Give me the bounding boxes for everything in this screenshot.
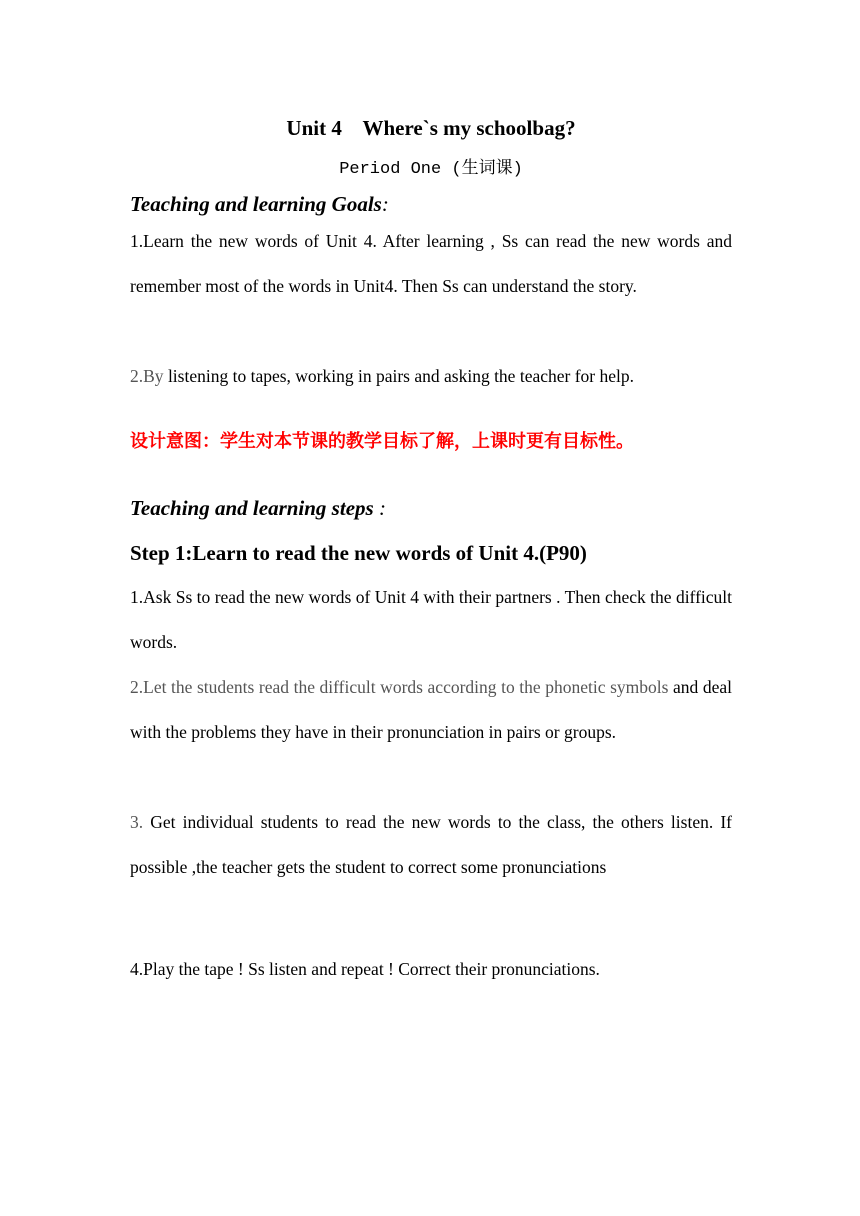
goals-item-2: [130, 354, 732, 399]
step1-item-2-gray: 2.Let the students read the difficult words according to the phonetic symbols: [130, 677, 669, 697]
goals-item-2-prefix: 2.By: [130, 366, 164, 386]
step1-item-3-gray: 3.: [130, 812, 144, 832]
page-title: Unit 4 Where`s my schoolbag?: [286, 116, 576, 140]
step1-item-2: [130, 665, 732, 755]
step1-item-4: 4.Play the tape ! Ss listen and repeat ! Correct their pronunciations.: [130, 959, 600, 979]
goals-heading-colon: :: [381, 192, 389, 216]
step1-item-3-text: Get individual students to read the new words to the class, the others listen. If possible ,the teacher gets the student to correct some pronunciations: [130, 812, 732, 877]
goals-heading-text: Teaching and learning Goals: [130, 192, 382, 216]
goals-item-2-text: listening to tapes, working in pairs and asking the teacher for help.: [163, 366, 634, 386]
steps-heading-colon: :: [373, 496, 386, 520]
steps-heading-text: Teaching and learning steps: [130, 496, 374, 520]
goals-item-1: 1.Learn the new words of Unit 4. After learning , Ss can read the new words and remember most of the words in Unit4. Then Ss can understand the story.: [130, 231, 732, 296]
step1-heading: Step 1:Learn to read the new words of Unit 4.(P90): [130, 541, 587, 565]
page-subtitle: Period One (生词课): [339, 160, 523, 179]
steps-heading: [130, 494, 386, 522]
step1-item-2-text: and deal with the problems they have in their pronunciation in pairs or groups.: [130, 677, 732, 742]
goals-heading: [130, 190, 389, 218]
step1-item-3: [130, 800, 732, 890]
design-intent: 设计意图：学生对本节课的教学目标了解，上课时更有目标性。: [130, 431, 634, 452]
step1-item-1: 1.Ask Ss to read the new words of Unit 4 with their partners . Then check the difficult words.: [130, 587, 732, 652]
